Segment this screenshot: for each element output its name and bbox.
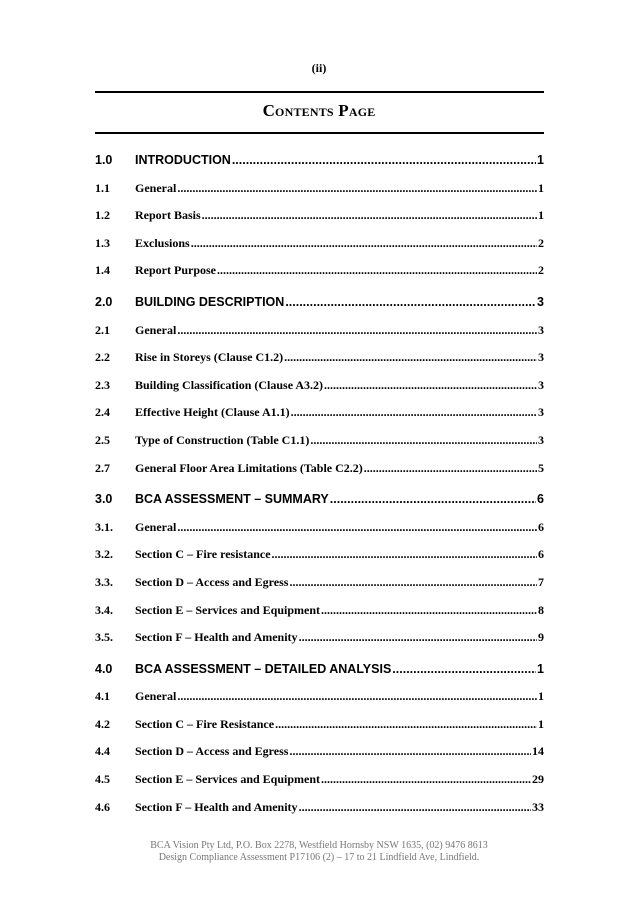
toc-entry-page: 1 [537,661,544,676]
toc-entry-number: 1.4 [95,263,110,278]
toc-entry-page: 3 [538,432,544,447]
toc-entry-number: 4.1 [95,689,110,704]
toc-section-entry[interactable] [95,289,544,317]
toc-entry-number: 4.0 [95,661,113,676]
toc-entry-number: 4.6 [95,799,110,814]
toc-entry[interactable] [95,514,544,542]
toc-entry[interactable] [95,427,544,455]
toc-entry[interactable] [95,541,544,569]
toc-entry-number: 2.3 [95,377,110,392]
toc-entry-title: Effective Height (Clause A1.1) [135,405,290,420]
toc-entry[interactable] [95,738,544,766]
toc-leader-dots [289,569,537,597]
toc-entry-page: 9 [538,630,544,645]
toc-entry-title: Report Basis [135,208,201,223]
toc-entry[interactable] [95,202,544,230]
toc-entry-title: General [135,180,177,195]
toc-entry-number: 2.1 [95,322,110,337]
toc-entry-page: 6 [537,492,544,507]
toc-entry-page: 6 [538,547,544,562]
toc-entry-page: 5 [538,460,544,475]
toc-entry-number: 1.1 [95,180,110,195]
toc-entry-page: 3 [537,294,544,309]
toc-leader-dots [217,257,537,285]
toc-entry[interactable] [95,230,544,258]
toc-leader-dots [177,683,537,711]
toc-entry-title: Building Classification (Clause A3.2) [135,377,324,392]
toc-leader-dots [272,541,537,569]
toc-leader-dots [191,230,537,258]
toc-leader-dots [285,289,536,317]
toc-entry[interactable] [95,257,544,285]
toc-leader-dots [232,147,536,175]
toc-entry-page: 2 [538,235,544,250]
toc-entry[interactable] [95,344,544,372]
toc-section-entry[interactable] [95,147,544,175]
toc-entry-page: 6 [538,519,544,534]
toc-entry-number: 4.5 [95,772,110,787]
toc-entry[interactable] [95,766,544,794]
toc-entry-title: Section E – Services and Equipment [135,602,321,617]
footer-project-line: Design Compliance Assessment P17106 (2) – 17 to 21 Lindfield Ave, Lindfield. [158,852,480,863]
page-footer [0,840,638,864]
toc-entry[interactable] [95,711,544,739]
toc-leader-dots [321,597,537,625]
toc-entry-page: 3 [538,350,544,365]
toc-entry-number: 3.4. [95,602,113,617]
toc-entry-page: 1 [538,208,544,223]
bottom-rule [95,132,544,134]
toc-entry-page: 7 [538,574,544,589]
toc-leader-dots [275,711,537,739]
toc-entry-page: 3 [538,322,544,337]
toc-entry-page: 8 [538,602,544,617]
toc-entry-page: 3 [538,405,544,420]
toc-entry-title: Section E – Services and Equipment [135,772,321,787]
toc-entry-number: 2.2 [95,350,110,365]
toc-entry-page: 1 [537,153,544,167]
toc-entry-title: General Floor Area Limitations (Table C2.2) [135,460,363,475]
toc-entry-page: 3 [538,377,544,392]
toc-entry-number: 2.5 [95,432,110,447]
toc-entry-number: 2.0 [95,294,113,309]
toc-leader-dots [177,514,537,542]
toc-leader-dots [321,766,531,794]
toc-entry-title: General [135,322,177,337]
toc-entry-number: 3.5. [95,630,113,645]
toc-entry-title: INTRODUCTION [135,153,231,167]
toc-entry-number: 4.4 [95,744,110,759]
toc-leader-dots [364,455,537,483]
toc-leader-dots [330,486,536,514]
toc-entry-title: Exclusions [135,235,190,250]
toc-entry-title: BCA ASSESSMENT – SUMMARY [135,492,329,507]
toc-entry-title: Section F – Health and Amenity [135,799,298,814]
toc-leader-dots [289,738,531,766]
toc-leader-dots [291,399,537,427]
toc-entry[interactable] [95,175,544,203]
toc-entry-title: Section F – Health and Amenity [135,630,298,645]
toc-entry-title: Section C – Fire Resistance [135,716,275,731]
toc-entry-title: BCA ASSESSMENT – DETAILED ANALYSIS [135,661,392,676]
toc-entry-number: 3.2. [95,547,113,562]
table-of-contents [95,147,544,821]
toc-leader-dots [299,624,537,652]
toc-entry-page: 14 [532,744,544,759]
toc-leader-dots [392,656,536,684]
toc-section-entry[interactable] [95,486,544,514]
toc-entry-number: 2.4 [95,405,110,420]
toc-leader-dots [284,344,537,372]
toc-entry-number: 3.0 [95,492,113,507]
toc-entry[interactable] [95,455,544,483]
page-number: (ii) [311,61,327,75]
toc-entry-number: 1.3 [95,235,110,250]
top-rule [95,91,544,93]
toc-entry[interactable] [95,399,544,427]
toc-entry-title: General [135,519,177,534]
footer-company-line: BCA Vision Pty Ltd, P.O. Box 2278, Westfield Hornsby NSW 1635, (02) 9476 8613 [150,840,488,851]
toc-entry-number: 1.2 [95,208,110,223]
toc-entry-title: Section C – Fire resistance [135,547,271,562]
toc-entry[interactable] [95,372,544,400]
toc-leader-dots [202,202,537,230]
toc-entry-title: General [135,689,177,704]
toc-entry-title: Report Purpose [135,263,216,278]
toc-entry-page: 1 [538,689,544,704]
toc-section-entry[interactable] [95,656,544,684]
toc-entry[interactable] [95,683,544,711]
toc-leader-dots [177,317,537,345]
toc-entry-number: 4.2 [95,716,110,731]
page-title: Contents Page [262,101,376,120]
toc-entry-page: 1 [538,180,544,195]
toc-leader-dots [177,175,537,203]
toc-entry[interactable] [95,597,544,625]
toc-entry-page: 1 [538,716,544,731]
toc-entry[interactable] [95,317,544,345]
toc-entry-page: 29 [532,772,544,787]
toc-entry-number: 3.3. [95,574,113,589]
toc-entry-number: 2.7 [95,460,110,475]
toc-entry-number: 1.0 [95,153,113,167]
toc-entry[interactable] [95,569,544,597]
toc-entry-title: BUILDING DESCRIPTION [135,294,285,309]
toc-entry-title: Section D – Access and Egress [135,744,289,759]
toc-entry-title: Rise in Storeys (Clause C1.2) [135,350,284,365]
toc-entry-title: Type of Construction (Table C1.1) [135,432,310,447]
toc-entry-page: 2 [538,263,544,278]
toc-entry-number: 3.1. [95,519,113,534]
toc-leader-dots [324,372,537,400]
toc-leader-dots [310,427,537,455]
toc-entry-title: Section D – Access and Egress [135,574,289,589]
toc-entry-page: 33 [532,799,544,814]
toc-leader-dots [299,794,531,822]
toc-entry[interactable] [95,624,544,652]
toc-entry[interactable] [95,794,544,822]
